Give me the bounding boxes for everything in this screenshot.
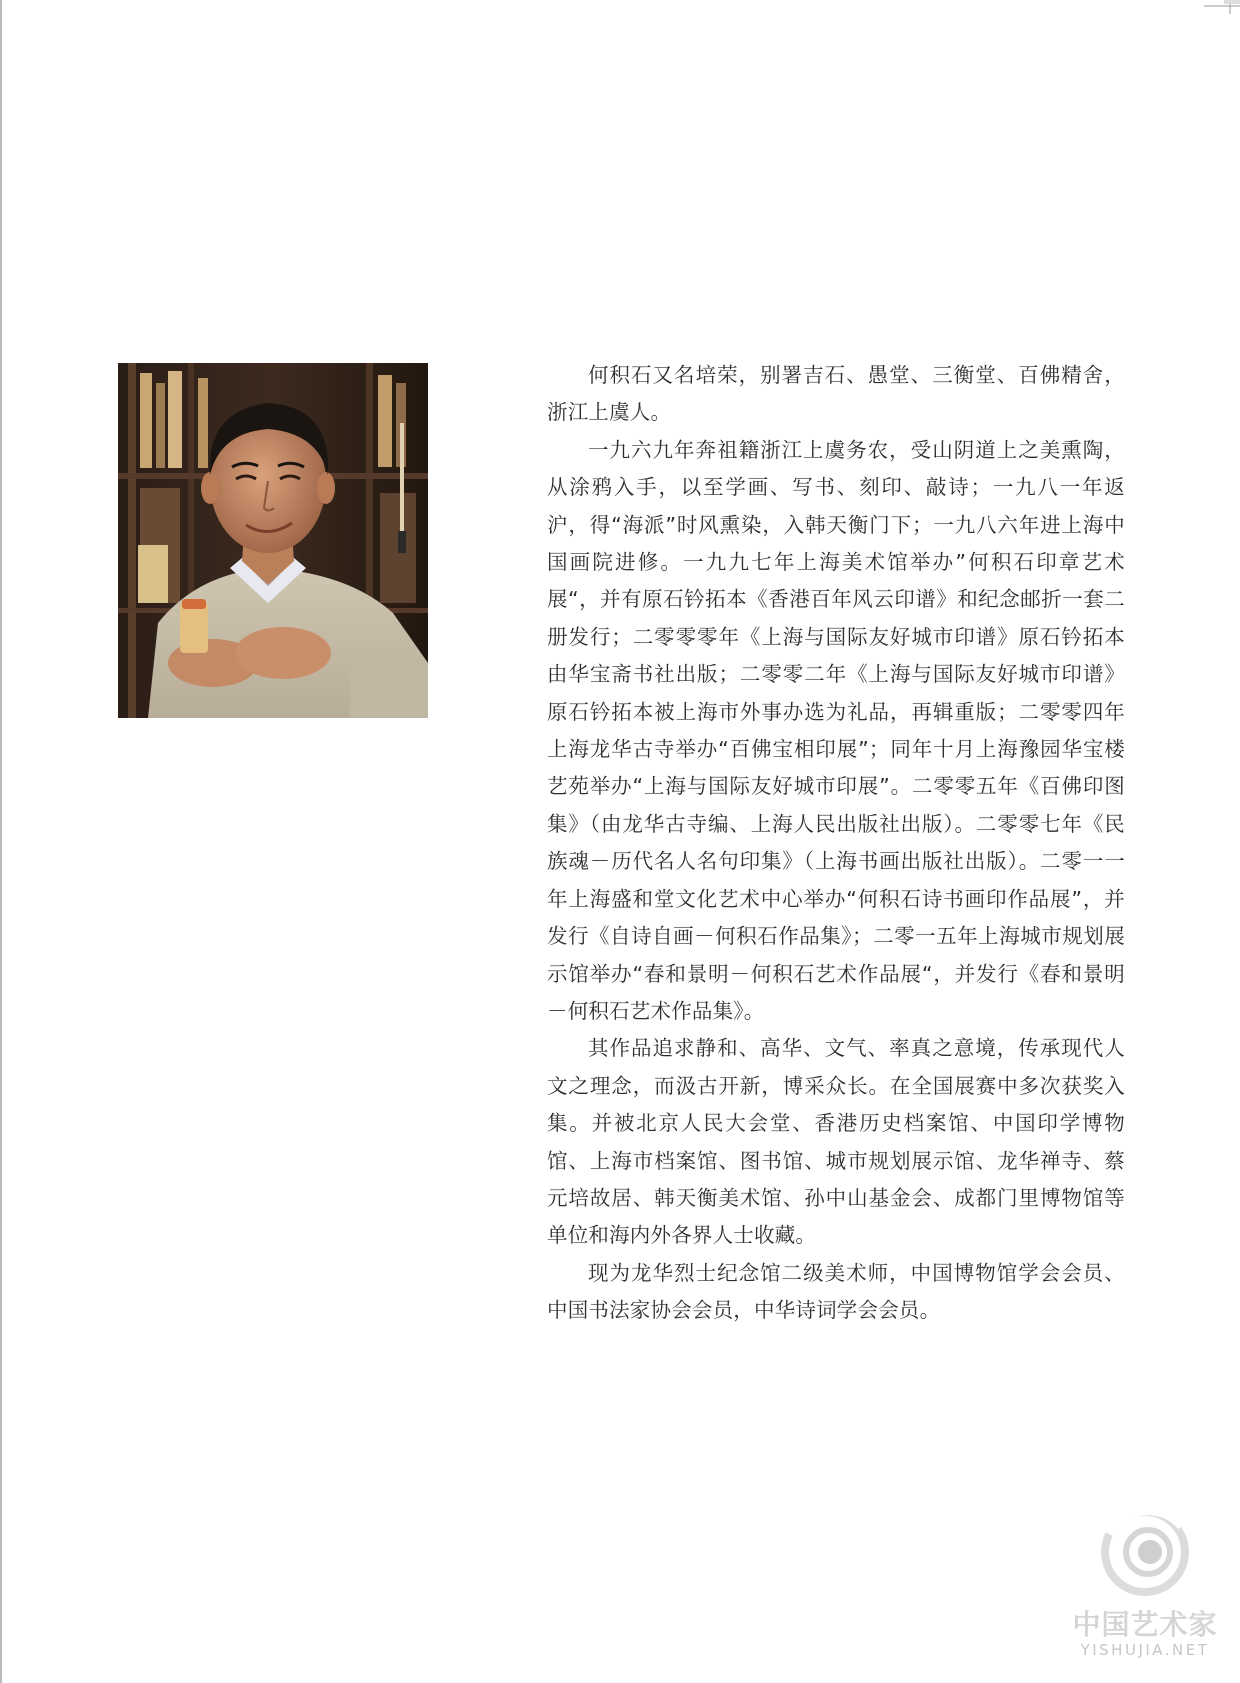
bio-paragraph-4: 现为龙华烈士纪念馆二级美术师，中国博物馆学会会员、中国书法家协会会员，中华诗词学会会员。 <box>547 1260 1125 1323</box>
watermark-chinese-name: 中国艺术家 <box>1072 1608 1218 1641</box>
watermark-logo-icon <box>1084 1504 1206 1604</box>
bio-paragraph-1: 何积石又名培荣，别署吉石、愚堂、三衡堂、百佛精舍，浙江上虞人。 <box>547 363 1125 425</box>
site-watermark <box>1060 1504 1230 1669</box>
portrait-photo <box>118 363 428 718</box>
watermark-english-name: YISHUJIA.NET <box>1080 1641 1210 1659</box>
bio-paragraph-2: 一九六九年奔祖籍浙江上虞务农，受山阴道上之美熏陶，从涂鸦入手，以至学画、写书、刻印、敲诗；一九八一年返沪，得“海派”时风熏染，入韩天衡门下；一九八六年进上海中国画院进修。一九九七年上海美术馆举办”何积石印章艺术展“，并有原石钤拓本《香港百年风云印谱》和纪念邮折一套二册发行；二零零零年《上海与国际友好城市印谱》原石钤拓本由华宝斋书社出版；二零零二年《上海与国际友好城市印谱》原石钤拓本被上海市外事办选为礼品，再辑重版；二零零四年上海龙华古寺举办“百佛宝相印展”；同年十月上海豫园华宝楼艺苑举办“上海与国际友好城市印展”。二零零五年《百佛印图集》（由龙华古寺编、上海人民出版社出版）。二零零七年《民族魂－历代名人名句印集》（上海书画出版社出版）。二零一一年上海盛和堂文化艺术中心举办“何积石诗书画印作品展”，并发行《自诗自画－何积石作品集》；二零一五年上海城市规划展示馆举办“春和景明－何积石艺术作品展“，并发行《春和景明－何积石艺术作品集》。 <box>547 437 1125 1023</box>
crop-mark <box>1200 0 1240 26</box>
bio-paragraph-3: 其作品追求静和、高华、文气、率真之意境，传承现代人文之理念，而汲古开新，博采众长。在全国展赛中多次获奖入集。并被北京人民大会堂、香港历史档案馆、中国印学博物馆、上海市档案馆、图书馆、城市规划展示馆、龙华禅寺、蔡元培故居、韩天衡美术馆、孙中山基金会、成都门里博物馆等单位和海内外各界人士收藏。 <box>547 1036 1125 1248</box>
biography-text <box>547 357 1125 1330</box>
page-edge-line <box>0 0 2 1683</box>
